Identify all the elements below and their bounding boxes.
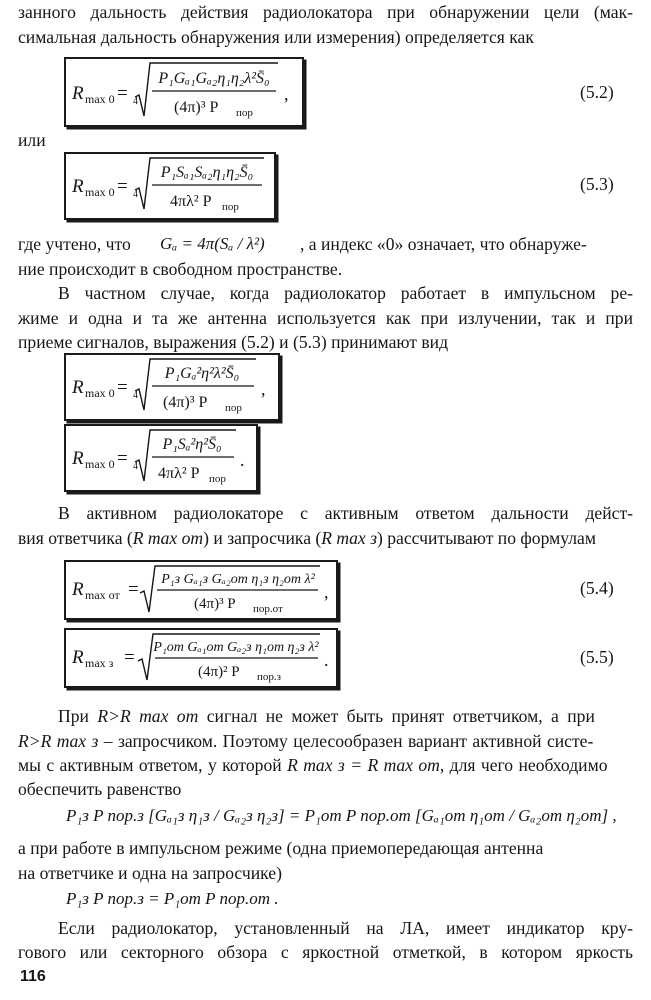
eq-trail: ,	[284, 84, 289, 104]
eq-denominator: 4πλ² P	[170, 193, 212, 210]
equation-number: (5.3)	[580, 174, 614, 194]
text-line: занного дальность действия радиолокатора при обнаружении цели (мак-	[18, 2, 633, 22]
eq-lhs: R	[72, 647, 84, 668]
eq-numerator: P₁Sₐ₁Sₐ₂η₁η₂S̄₀	[160, 164, 254, 181]
text-fragment: мы с активным ответом, у которой	[18, 755, 282, 775]
inline-ga-definition	[160, 229, 300, 257]
equation-5-2-formula	[66, 59, 302, 125]
text-line: а при работе в импульсном режиме (одна приемопередающая антенна	[18, 838, 544, 858]
eq-numerator: P₁Gₐ₁Gₐ₂η₁η₂λ²S̄₀	[158, 70, 270, 87]
eq-lhs: R	[72, 83, 84, 104]
equation-5-5	[64, 628, 338, 688]
eq-lhs-sub: max от	[85, 588, 120, 602]
eq-denominator: (4π)³ P	[163, 394, 208, 411]
eq-denominator-sub: пор	[225, 402, 242, 414]
eq-numerator: P₁от Gₐ₁от Gₐ₂з η₁от η₂з λ²	[153, 640, 319, 655]
inline-r-max-ot: R max от	[132, 528, 204, 548]
eq-denominator-sub: пор	[209, 473, 226, 485]
inline-condition-2: R>R max з	[18, 731, 99, 751]
eq-denominator: (4π)³ P	[194, 596, 236, 612]
text-fragment: ) и запросчика (	[203, 528, 322, 548]
eq-denominator-sub: пор.от	[253, 603, 283, 615]
eq-equals: =	[117, 448, 128, 469]
eq-lhs-sub: max 0	[85, 92, 115, 106]
inline-formula: P₁з P пор.з = P₁от P пор.от .	[66, 889, 279, 908]
equation-number: (5.2)	[580, 82, 614, 102]
equation-5-4-formula	[66, 562, 336, 618]
text-line: обеспечить равенство	[18, 779, 182, 799]
text-line: или	[18, 130, 46, 150]
eq-numerator: P₁Gₐ²η²λ²S̄₀	[164, 365, 240, 382]
eq-denominator-sub: пор	[236, 107, 253, 119]
equation-5-3-formula	[66, 154, 274, 218]
text-line: Если радиолокатор, установленный на ЛА, имеет индикатор кру-	[58, 918, 633, 938]
eq-equals: =	[117, 377, 128, 398]
eq-root-index: 4	[133, 461, 138, 472]
equation-monostatic-2	[64, 424, 258, 492]
eq-denominator: (4π)³ P	[174, 99, 219, 116]
text-line: ние происходит в свободном пространстве.	[18, 259, 343, 279]
eq-root-index: 4	[133, 390, 138, 401]
eq-trail: .	[240, 450, 245, 470]
eq-denominator-sub: пор.з	[257, 671, 281, 683]
text-fragment: сигнал не может быть принят ответчиком, а при	[206, 706, 595, 726]
balance-equation-2	[66, 883, 326, 913]
text-line: В частном случае, когда радиолокатор работает в импульсном ре-	[58, 283, 633, 303]
text-fragment: , для чего необходимо	[439, 755, 608, 775]
page-number: 116	[20, 968, 46, 985]
eq-lhs: R	[72, 448, 84, 469]
equation-5-4	[64, 560, 338, 620]
text-fragment: где учтено, что	[18, 234, 131, 254]
inline-r-max-z: R max з	[321, 528, 377, 548]
eq-lhs-sub: max 0	[85, 386, 115, 400]
eq-numerator: P₁Sₐ²η²S̄₀	[162, 436, 222, 453]
text-line: жиме и одна и та же антенна используется как при излучении, так и при	[18, 308, 633, 328]
text-line	[18, 729, 633, 753]
eq-equals: =	[117, 83, 128, 104]
text-line: , а индекс «0» означает, что обнаруже-	[300, 234, 587, 254]
text-line	[18, 526, 633, 550]
inline-formula: P₁з P пор.з [Gₐ₁з η₁з / Gₐ₂з η₂з] = P₁от P пор.от [Gₐ₁от η₁от / Gₐ₂от η₂от] ,	[66, 806, 617, 825]
equation-5-5-formula	[66, 630, 336, 686]
text-fragment: – запросчиком. Поэтому целесообразен вариант активной систе-	[103, 731, 594, 751]
eq-equals: =	[124, 647, 135, 668]
equation-monostatic-2-formula	[66, 426, 256, 490]
text-fragment: ) рассчитывают по формулам	[377, 528, 597, 548]
text-line: гового или секторного обзора с яркостной отметкой, в котором яркость	[18, 942, 633, 962]
inline-formula: Gₐ = 4π(Sₐ / λ²)	[160, 234, 265, 253]
inline-condition-1: R>R max от	[97, 706, 199, 726]
eq-numerator: P₁з Gₐ₁з Gₐ₂от η₁з η₂от λ²	[161, 572, 315, 587]
eq-lhs: R	[72, 579, 84, 600]
eq-lhs-sub: max з	[85, 656, 114, 670]
eq-equals: =	[117, 176, 128, 197]
eq-denominator: (4π)² P	[198, 664, 240, 680]
text-fragment: При	[58, 706, 89, 726]
eq-trail: ,	[261, 379, 266, 399]
text-line: симальная дальность обнаружения или измерения) определяется как	[18, 27, 534, 47]
eq-lhs: R	[72, 377, 84, 398]
text-line: на ответчике и одна на запросчике)	[18, 863, 282, 883]
eq-root-index: 4	[133, 189, 138, 200]
equation-number: (5.4)	[580, 578, 614, 598]
equation-monostatic-1	[64, 353, 280, 421]
text-fragment: вия ответчика (	[18, 528, 133, 548]
eq-denominator-sub: пор	[222, 201, 239, 213]
text-line: В активном радиолокаторе с активным ответом дальности дейст-	[58, 503, 633, 523]
eq-trail: .	[324, 650, 329, 670]
equation-monostatic-1-formula	[66, 355, 278, 419]
equation-5-3	[64, 152, 276, 220]
eq-equals: =	[128, 579, 139, 600]
eq-trail: ,	[324, 582, 329, 602]
text-line	[18, 753, 633, 777]
equation-5-2	[64, 57, 304, 127]
eq-lhs-sub: max 0	[85, 457, 115, 471]
equation-number: (5.5)	[580, 647, 614, 667]
inline-equality: R max з = R max от	[287, 755, 440, 775]
eq-denominator: 4πλ² P	[158, 465, 200, 482]
eq-root-index: 4	[133, 96, 138, 107]
balance-equation-1	[66, 800, 626, 830]
text-line	[58, 704, 633, 728]
eq-lhs-sub: max 0	[85, 185, 115, 199]
eq-lhs: R	[72, 176, 84, 197]
text-line: приеме сигналов, выражения (5.2) и (5.3) принимают вид	[18, 332, 449, 352]
